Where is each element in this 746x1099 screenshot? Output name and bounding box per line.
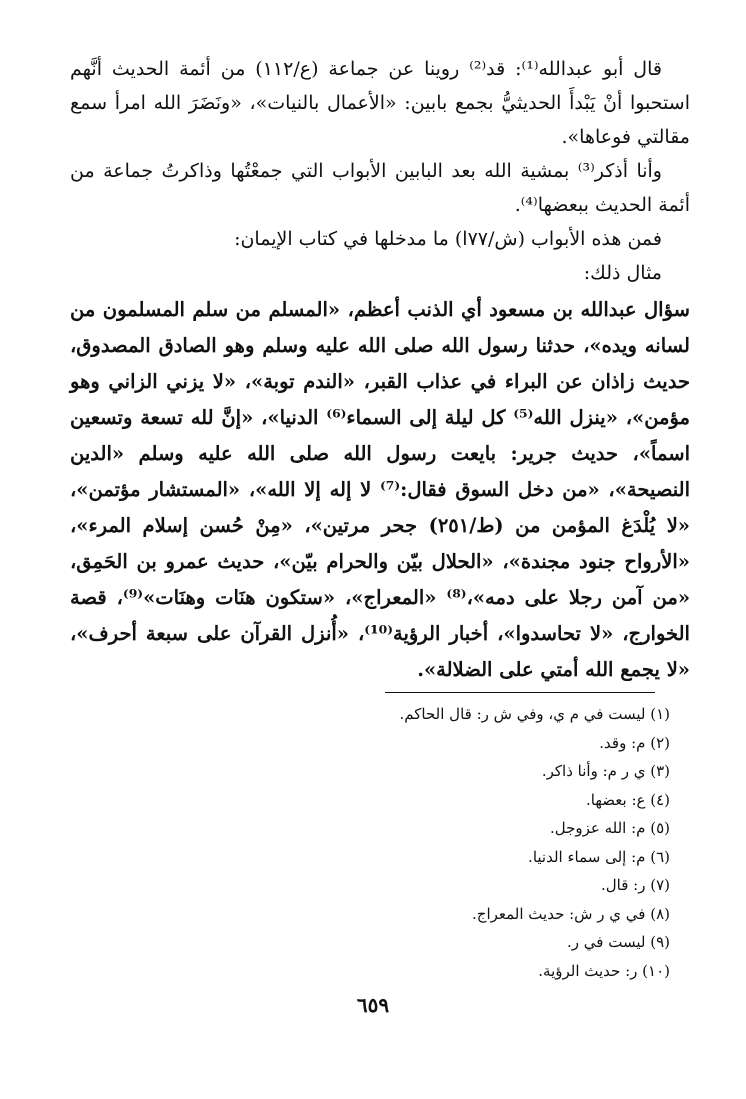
paragraph-iman-chapters: فمن هذه الأبواب (ش/٧٧ا) ما مدخلها في كتاب الإيمان: (234, 228, 662, 250)
footnote-6: (٦) م: إلى سماء الدنيا. (528, 847, 670, 866)
page-number: ٦٥٩ (356, 993, 390, 1017)
main-text (70, 52, 690, 688)
footnote-divider (385, 692, 655, 693)
paragraph-example-heading: مثال ذلك: (583, 262, 662, 284)
footnote-1: (١) ليست في م ي، وفي ش ر: قال الحاكم. (399, 705, 670, 723)
footnote-7: (٧) ر: قال. (600, 876, 670, 894)
footnote-10: (١٠) ر: حديث الرؤية. (538, 961, 670, 980)
paragraph-chapters: وأنا أذكر⁽³⁾ بمشية الله بعد البابين الأبواب التي جمعْتُها وذاكرتُ جماعة من أئمة الحديث ببعضها⁽⁴⁾. (70, 160, 690, 216)
footnote-2: (٢) م: وقد. (599, 733, 670, 752)
footnote-5: (٥) م: الله عزوجل. (549, 819, 670, 837)
footnotes-list (110, 700, 670, 985)
paragraph-intro: قال أبو عبدالله⁽¹⁾: قد⁽²⁾ روينا عن جماعة (ع/١١٢) من أئمة الحديث أنَّهم استحبوا أنْ يَبْدأَ الحديثيُّ بجمع بابين: «الأعمال بالنيات»، «ونَضَرَ الله امرأ سمع مقالتي فوعاها». (70, 58, 690, 148)
footnote-9: (٩) ليست في ر. (567, 933, 670, 951)
footnote-3: (٣) ي ر م: وأنا ذاكر. (541, 762, 670, 780)
footnote-4: (٤) ع: بعضها. (586, 790, 670, 809)
paragraph-hadith-list: سؤال عبدالله بن مسعود أي الذنب أعظم، «المسلم من سلم المسلمون من لسانه ويده»، حدثنا رسول الله صلى الله عليه وسلم وهو الصادق المصدوق، حديث زاذان عن البراء في عذاب القبر، «الندم توبة»، «لا يزني الزاني وهو مؤمن»، «ينزل الله⁽⁵⁾ كل ليلة إلى السماء⁽⁶⁾ الدنيا»، «إنَّ لله تسعة وتسعين اسماً»، حديث جرير: بايعت رسول الله صلى الله عليه وسلم «الدين النصيحة»، «من دخل السوق فقال:⁽⁷⁾ لا إله إلا الله»، «المستشار مؤتمن»، «لا يُلْدَغ المؤمن من (ط/٢٥١) جحر مرتين»، «مِنْ حُسن إسلام المرء»، «الأرواح جنود مجندة»، «الحلال بيّن والحرام بيّن»، حديث عمرو بن الحَمِق، «من آمن رجلا على دمه»،⁽⁸⁾ «المعراج»، «ستكون هنَات وهنَات»⁽⁹⁾، قصة الخوارج، «لا تحاسدوا»، أخبار الرؤية⁽¹⁰⁾، «أُنزل القرآن على سبعة أحرف»، «لا يجمع الله أمتي على الضلالة». (70, 298, 691, 681)
footnote-8: (٨) في ي ر ش: حديث المعراج. (472, 904, 670, 923)
